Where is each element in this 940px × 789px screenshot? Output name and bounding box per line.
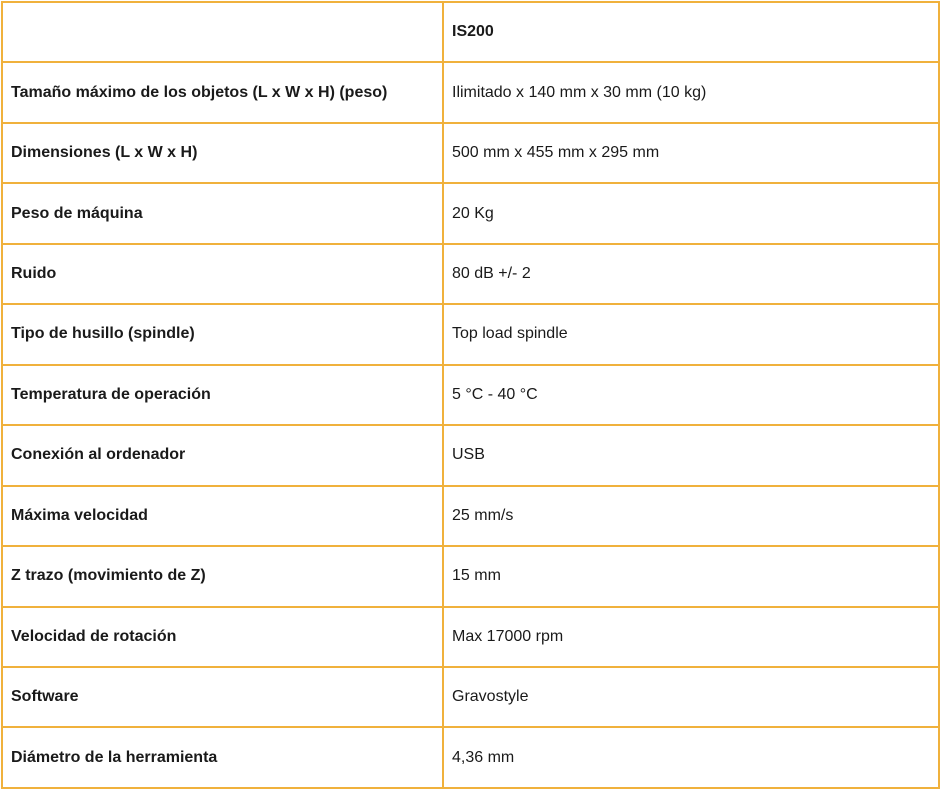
table-row [2, 183, 939, 243]
table-row [2, 546, 939, 606]
table-row [2, 244, 939, 304]
table-row [2, 667, 939, 727]
spec-value: 15 mm [443, 546, 939, 606]
table-row [2, 365, 939, 425]
spec-label: Temperatura de operación [2, 365, 443, 425]
spec-label: Z trazo (movimiento de Z) [2, 546, 443, 606]
table-row [2, 304, 939, 364]
spec-value: Gravostyle [443, 667, 939, 727]
table-row [2, 607, 939, 667]
table-row [2, 62, 939, 122]
spec-label: Tipo de husillo (spindle) [2, 304, 443, 364]
spec-label: Ruido [2, 244, 443, 304]
spec-value: 20 Kg [443, 183, 939, 243]
spec-value: 4,36 mm [443, 727, 939, 787]
spec-value: 80 dB +/- 2 [443, 244, 939, 304]
table-row [2, 425, 939, 485]
table-header-row [2, 2, 939, 62]
spec-label: Dimensiones (L x W x H) [2, 123, 443, 183]
table-row [2, 486, 939, 546]
table-row [2, 727, 939, 787]
spec-value: 500 mm x 455 mm x 295 mm [443, 123, 939, 183]
specifications-table [1, 1, 940, 789]
header-corner-cell [2, 2, 443, 62]
spec-label: Conexión al ordenador [2, 425, 443, 485]
spec-value: USB [443, 425, 939, 485]
spec-label: Tamaño máximo de los objetos (L x W x H) (peso) [2, 62, 443, 122]
spec-label: Velocidad de rotación [2, 607, 443, 667]
table-row [2, 123, 939, 183]
spec-label: Peso de máquina [2, 183, 443, 243]
spec-value: Max 17000 rpm [443, 607, 939, 667]
spec-value: Top load spindle [443, 304, 939, 364]
spec-label: Software [2, 667, 443, 727]
spec-value: 25 mm/s [443, 486, 939, 546]
spec-label: Diámetro de la herramienta [2, 727, 443, 787]
spec-value: Ilimitado x 140 mm x 30 mm (10 kg) [443, 62, 939, 122]
spec-label: Máxima velocidad [2, 486, 443, 546]
header-model-cell: IS200 [443, 2, 939, 62]
spec-value: 5 °C - 40 °C [443, 365, 939, 425]
